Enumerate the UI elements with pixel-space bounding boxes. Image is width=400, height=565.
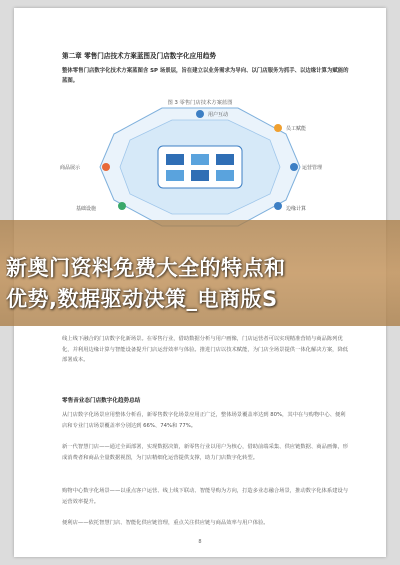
- node-bottom-left: [118, 202, 126, 210]
- diagram-label-right: 运营管理: [302, 165, 323, 171]
- body-paragraph-2: 从门店数字化场景应用整体分析看，新零售数字化场景应用正广泛，整体场景覆盖率达到 80%，其中在与购物中心、便利店和专业门店场景覆盖率分别达到 66%、74%和 77%。: [62, 412, 346, 429]
- section-heading: 第二章 零售门店技术方案蓝图及门店数字化应用趋势: [62, 52, 216, 60]
- page-number: 8: [198, 539, 202, 545]
- diagram-label-bottom-right: 边缘计算: [286, 206, 307, 212]
- core-device-1: [166, 154, 184, 165]
- intro-paragraph: 整体零售门店数字化技术方案蓝图含 SP 场景层，旨在建立以业务需求为导向、以门店服务为抓手、以边缘计算为赋能的蓝图。: [62, 68, 349, 84]
- core-device-2: [191, 154, 209, 165]
- node-left: [102, 163, 110, 171]
- node-top: [196, 110, 204, 118]
- node-top-right: [274, 124, 282, 132]
- diagram-label-left: 商品展示: [60, 165, 81, 171]
- core-device-3: [216, 154, 234, 165]
- figure-title: 图 3 零售门店技术方案蓝图: [167, 100, 233, 106]
- core-device-6: [216, 170, 234, 181]
- body-paragraph-4: 购物中心数字化场景——以重点客户运营、线上线下联动、智能导购为方向，打造多业态融合场景，推动数字化体系建设与运营效率提升。: [62, 488, 349, 505]
- core-device-5: [191, 170, 209, 181]
- banner-title-line-2[interactable]: 优势,数据驱动决策_电商版S: [6, 287, 278, 311]
- blueprint-diagram: [50, 106, 350, 228]
- body-paragraph-3: 新一代智慧门店——通过全面部署，实现数据决策，新零售行业以用户为核心，借助前端采集、供应链数据、商品画像，形成消费者和商品全量数据视图，为门店精细化运营提供支撑，助力门店数字化转型。: [62, 444, 349, 461]
- core-device-4: [166, 170, 184, 181]
- body-paragraph-1: 线上线下融合的门店数字化新场景。在零售行业，借助数据分析与用户画像，门店运营者可以实现精准营销与商品陈列优化，并利用边缘计算与智能设备提升门店运营效率与体验。推进门店以技术赋能，为门店全场景提供一体化解决方案，降低部署成本。: [62, 336, 349, 364]
- diagram-label-top: 用户互动: [208, 112, 229, 118]
- body-paragraph-5: 便利店——依托智慧门店、智能化供应链管理，重点关注供应链与商品效率与用户体验。: [62, 520, 269, 526]
- center-core: [158, 146, 242, 188]
- node-bottom-right: [274, 202, 282, 210]
- node-right: [290, 163, 298, 171]
- diagram-label-top-right: 员工赋能: [286, 126, 307, 132]
- diagram-label-bottom-left: 基础设施: [76, 206, 97, 212]
- banner-title-line-1[interactable]: 新奥门资料免费大全的特点和: [6, 256, 286, 280]
- subsection-heading: 零售音业态门店数字化趋势总结: [62, 398, 141, 404]
